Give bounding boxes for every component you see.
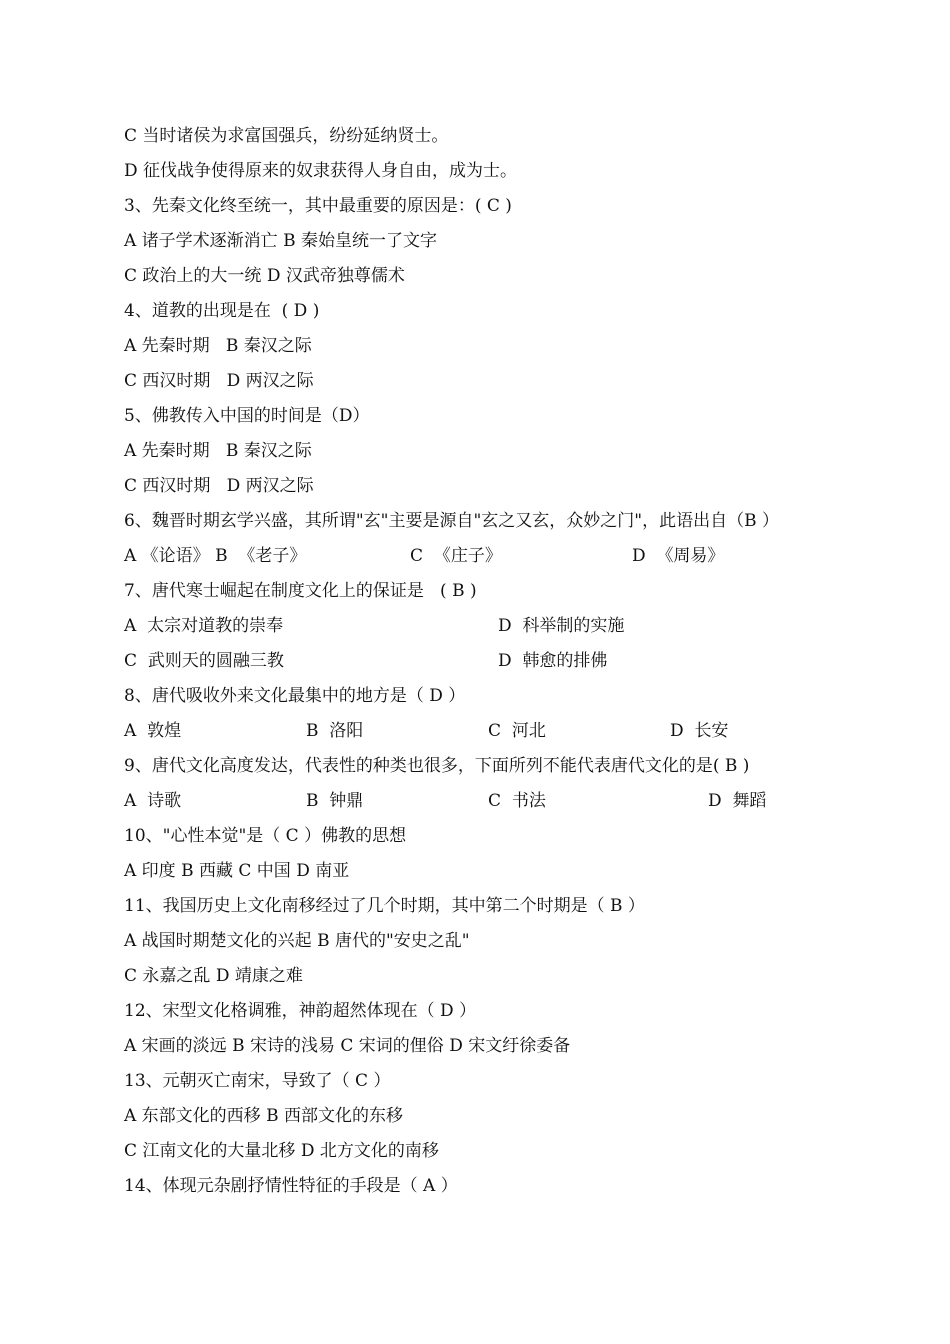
question-6: 6、魏晋时期玄学兴盛，其所谓"玄"主要是源自"玄之又玄，众妙之门"，此语出自（B ） <box>124 511 779 531</box>
option-line: A 诸子学术逐渐消亡 B 秦始皇统一了文字 <box>124 231 437 251</box>
question-5: 5、佛教传入中国的时间是（D） <box>124 406 370 426</box>
option-line: A 先秦时期 B 秦汉之际 <box>124 441 312 461</box>
option-b: B 洛阳 <box>306 721 364 741</box>
option-d: D 韩愈的排佛 <box>498 651 608 671</box>
option-c: C 武则天的圆融三教 <box>124 651 284 671</box>
question-7: 7、唐代寒士崛起在制度文化上的保证是 ( B ) <box>124 581 477 601</box>
question-10: 10、"心性本觉"是（ C ）佛教的思想 <box>124 826 407 846</box>
option-line <box>124 714 904 749</box>
option-line: A 先秦时期 B 秦汉之际 <box>124 336 312 356</box>
option-line: C 西汉时期 D 两汉之际 <box>124 476 314 496</box>
option-line: A 东部文化的西移 B 西部文化的东移 <box>124 1106 403 1126</box>
question-9: 9、唐代文化高度发达，代表性的种类也很多，下面所列不能代表唐代文化的是( B ) <box>124 756 750 776</box>
option-c: C 《庄子》 <box>410 546 502 566</box>
option-c: C 河北 <box>488 721 546 741</box>
option-line: C 当时诸侯为求富国强兵，纷纷延纳贤士。 <box>124 126 449 146</box>
option-c: C 书法 <box>488 791 546 811</box>
option-d: D 《周易》 <box>632 546 725 566</box>
option-line: C 西汉时期 D 两汉之际 <box>124 371 314 391</box>
option-line: D 征伐战争使得原来的奴隶获得人身自由，成为士。 <box>124 161 518 181</box>
option-ab: A 《论语》 B 《老子》 <box>124 546 307 566</box>
option-line <box>124 539 904 574</box>
option-line: A 宋画的淡远 B 宋诗的浅易 C 宋词的俚俗 D 宋文纡徐委备 <box>124 1036 571 1056</box>
question-3: 3、先秦文化终至统一，其中最重要的原因是：( C ) <box>124 196 512 216</box>
question-4: 4、道教的出现是在 ( D ) <box>124 301 320 321</box>
option-a: A 太宗对道教的崇奉 <box>124 616 284 636</box>
question-11: 11、我国历史上文化南移经过了几个时期，其中第二个时期是（ B ） <box>124 896 645 916</box>
option-line: C 政治上的大一统 D 汉武帝独尊儒术 <box>124 266 405 286</box>
option-a: A 诗歌 <box>124 791 182 811</box>
option-a: A 敦煌 <box>124 721 182 741</box>
question-12: 12、宋型文化格调雅，神韵超然体现在（ D ） <box>124 1001 477 1021</box>
option-line <box>124 644 904 679</box>
question-list <box>124 119 904 1204</box>
option-line: C 永嘉之乱 D 靖康之难 <box>124 966 303 986</box>
question-13: 13、元朝灭亡南宋，导致了（ C ） <box>124 1071 391 1091</box>
option-line: A 印度 B 西藏 C 中国 D 南亚 <box>124 861 350 881</box>
option-line <box>124 609 904 644</box>
question-14: 14、体现元杂剧抒情性特征的手段是（ A ） <box>124 1176 458 1196</box>
option-b: B 钟鼎 <box>306 791 364 811</box>
option-d: D 长安 <box>670 721 729 741</box>
option-line: A 战国时期楚文化的兴起 B 唐代的"安史之乱" <box>124 931 470 951</box>
option-d: D 舞蹈 <box>708 791 767 811</box>
option-line <box>124 784 904 819</box>
question-8: 8、唐代吸收外来文化最集中的地方是（ D ） <box>124 686 466 706</box>
option-line: C 江南文化的大量北移 D 北方文化的南移 <box>124 1141 439 1161</box>
option-d: D 科举制的实施 <box>498 616 625 636</box>
